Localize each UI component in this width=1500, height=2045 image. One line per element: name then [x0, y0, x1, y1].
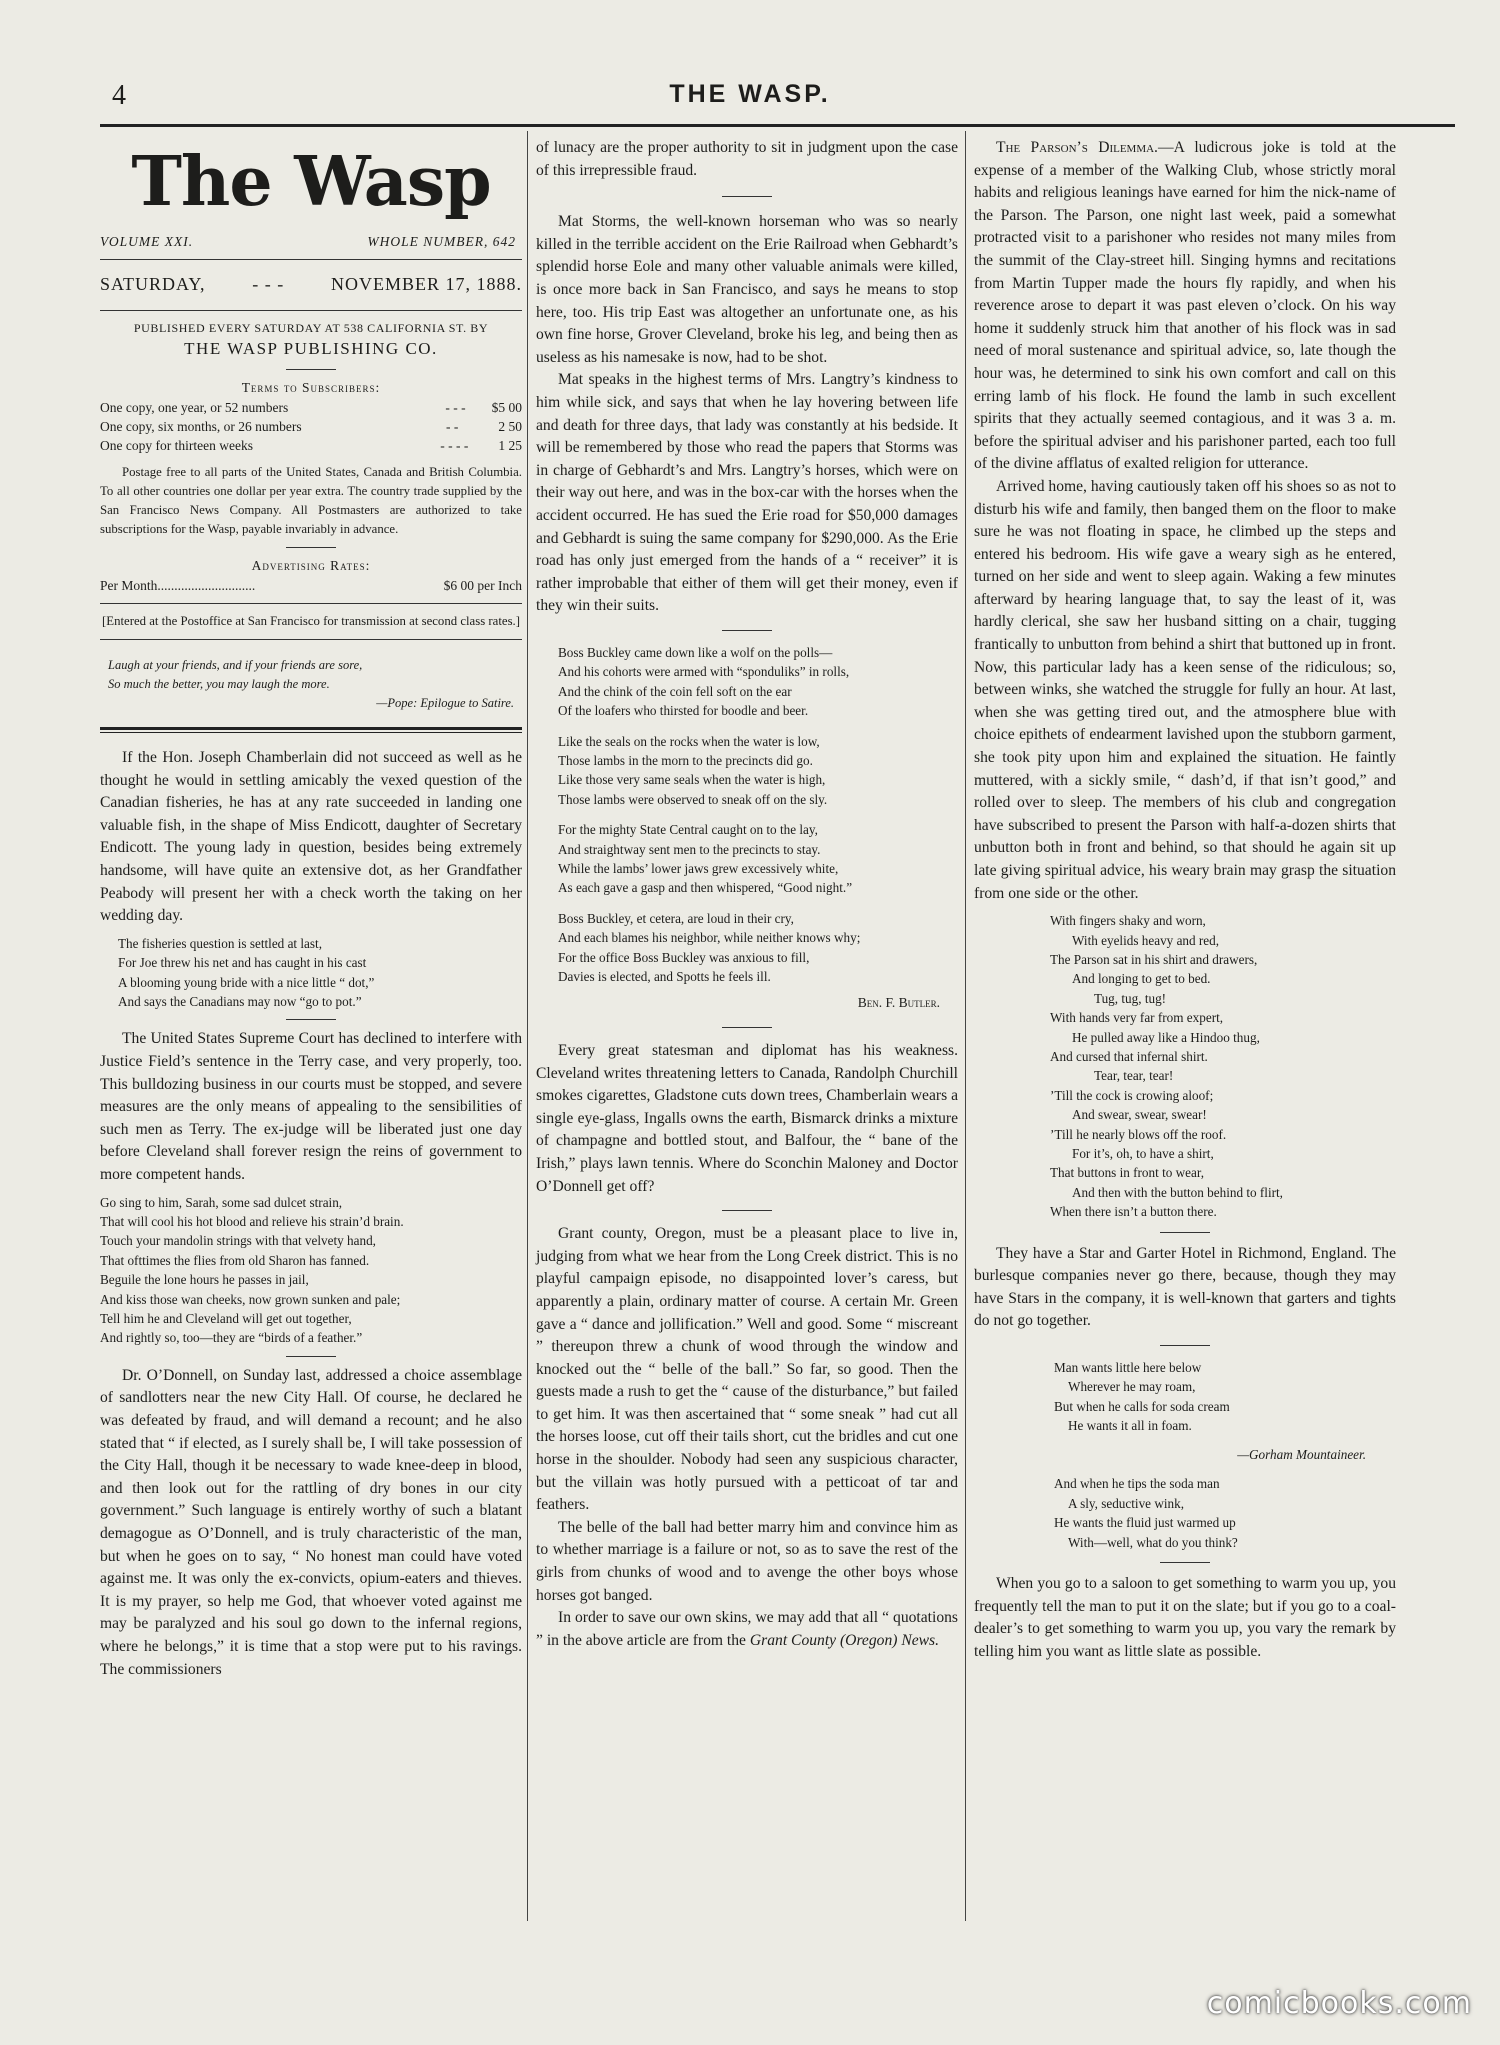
poem-line: With fingers shaky and worn,	[1050, 913, 1206, 929]
article-supreme-court: The United States Supreme Court has declined to interfere with Justice Field’s sentence in the Terry case, and very properly, too. This bulldozing business in our courts must be stopped, and severe measures are the only means of appealing to the sensibilities of such men as Terry. The ex-judge will be liberated just one day before Cleveland shall forever resign the reins of government to more competent hands.	[100, 1030, 522, 1183]
poem-line: And each blames his neighbor, while neither knows why;	[558, 930, 861, 946]
article-parsons-dilemma	[974, 137, 1396, 476]
article-saloon-slate: When you go to a saloon to get something to warm you up, you frequently tell the man to put it on the slate; but if you go to a coal-dealer’s to get something to warm you up, you vary the remark by telling him you want as little slate as possible.	[974, 1574, 1396, 1660]
poem-line: Tear, tear, tear!	[1094, 1068, 1174, 1084]
short-rule	[1160, 1345, 1210, 1346]
poem-line: While the lambs’ lower jaws grew excessively white,	[558, 860, 839, 876]
article-lunacy-cont: of lunacy are the proper authority to sit in judgment upon the case of this irrepressible fraud.	[536, 139, 958, 179]
short-rule	[1160, 1232, 1210, 1233]
poem-line: The Parson sat in his shirt and drawers,	[1050, 952, 1258, 967]
entered-notice: [Entered at the Postoffice at San Francisco for transmission at second class rates.]	[101, 614, 521, 628]
terms-row	[100, 398, 522, 417]
poem-line: Tell him he and Cleveland will get out together,	[100, 1310, 352, 1326]
poem-line: For it’s, oh, to have a shirt,	[1072, 1146, 1214, 1162]
terms-row	[100, 417, 522, 436]
terms-label: One copy, one year, or 52 numbers	[100, 400, 289, 415]
column-1	[100, 137, 522, 1681]
advertising-rate	[100, 576, 522, 595]
postage-note: Postage free to all parts of the United States, Canada and British Columbia. To all other countries one dollar per year extra. The country trade supplied by the San Francisco News Company. All Postmasters are authorized to take subscriptions for the Wasp, payable invariably in advance.	[100, 465, 522, 536]
poem-line: Beguile the lone hours he passes in jail,	[100, 1272, 309, 1288]
volume-line	[100, 233, 522, 251]
article-belle: The belle of the ball had better marry him and convince him as to whether marriage is a failure or not, so as to save the rest of the girls from chunks of wood and to avenge the other boys whose horses got banged.	[536, 1518, 958, 1604]
poem-line: With—well, what do you think?	[1068, 1534, 1238, 1550]
poem-attribution: —Gorham Mountaineer.	[1237, 1446, 1366, 1462]
poem-soda	[974, 1358, 1396, 1436]
poem-line: And when he tips the soda man	[1054, 1476, 1220, 1492]
page-number: 4	[112, 80, 126, 111]
poem-line: That buttons in front to wear,	[1050, 1165, 1205, 1181]
poem-fisheries	[100, 934, 522, 1012]
poem-line: ’Till he nearly blows off the roof.	[1050, 1126, 1227, 1142]
poem-line: Those lambs were observed to sneak off on the sly.	[558, 791, 828, 807]
poem-stanza	[558, 732, 958, 810]
poem-line: He pulled away like a Hindoo thug,	[1072, 1029, 1260, 1045]
poem-line: Touch your mandolin strings with that velvety hand,	[100, 1233, 376, 1249]
terms-dots: - - - -	[440, 438, 469, 453]
short-rule	[722, 1027, 772, 1028]
poem-line: He wants it all in foam.	[1068, 1418, 1192, 1434]
quotations-source: Grant County (Oregon) News.	[749, 1631, 940, 1649]
motto-line: Laugh at your friends, and if your friends are sore,	[108, 658, 363, 672]
poem-line: The fisheries question is settled at last,	[118, 935, 322, 951]
poem-line: And straightway sent men to the precincts to stay.	[558, 841, 821, 857]
column-3	[974, 137, 1396, 1663]
terms-heading: Terms to Subscribers:	[241, 380, 381, 395]
column-divider-2	[965, 131, 966, 1921]
poem-line: Those lambs in the morn to the precincts did go.	[558, 752, 813, 768]
quotations-text: In order to save our own skins, we may add that all “ quotations ” in the above article are from the	[536, 1609, 958, 1649]
heavy-rule	[100, 727, 522, 730]
poem-line: When there isn’t a button there.	[1050, 1204, 1217, 1220]
short-rule	[722, 196, 772, 197]
poem-line: A blooming young bride with a nice little “ dot,”	[118, 974, 375, 990]
short-rule	[722, 630, 772, 631]
poem-line: That will cool his hot blood and relieve his strain’d brain.	[100, 1213, 404, 1229]
motto-line: So much the better, you may laugh the more.	[108, 677, 330, 691]
short-rule	[722, 1210, 772, 1211]
terms-dots: - -	[446, 419, 459, 434]
article-star-garter: They have a Star and Garter Hotel in Richmond, England. The burlesque companies never go there, because, though they may have Stars in the company, it is well-known that garters and tights do not go together.	[974, 1244, 1396, 1330]
poem-line: And rightly so, too—they are “birds of a feather.”	[100, 1330, 363, 1346]
column-divider-1	[527, 131, 528, 1921]
poem-stanza	[558, 820, 958, 898]
date-dashes: - - -	[252, 274, 285, 294]
article-grant-county: Grant county, Oregon, must be a pleasant place to live in, judging from what we hear from the Long Creek district. This is no playful campaign episode, no disappointed lover’s caress, but apparently a plain, ordinary matter of course. A certain Mr. Green gave a “ dance and jollification.” Well and good. Some “ miscreant ” thereupon threw a chunk of wood through the window and knocked out the “ belle of the ball.” So far, so good. Then the guests made a rush to get the “ cause of the disturbance,” but failed to get him. It was then ascertained that “ some sneak ” had cut all the horses loose, cut off their tails short, cut the bridles and cut one horse in the shoulder. Nobody had seen any suspicious character, but the villain was hotly pursued with a petticoat of tar and feathers.	[536, 1225, 958, 1514]
motto-attribution: —Pope: Epilogue to Satire.	[376, 696, 514, 710]
poem-line: A sly, seductive wink,	[1068, 1495, 1184, 1511]
date-line	[100, 268, 522, 302]
masthead-title: The Wasp	[131, 142, 491, 222]
terms-price: 2 50	[498, 419, 522, 434]
terms-label: One copy for thirteen weeks	[100, 438, 253, 453]
poem-line: But when he calls for soda cream	[1054, 1398, 1230, 1414]
terms-price: $5 00	[491, 400, 522, 415]
poem-line: He wants the fluid just warmed up	[1054, 1515, 1236, 1531]
terms-price: 1 25	[498, 438, 522, 453]
poem-boss-buckley	[536, 643, 958, 987]
poem-line: ’Till the cock is crowing aloof;	[1050, 1087, 1214, 1103]
terms-list	[100, 398, 522, 455]
poem-line: And the chink of the coin fell soft on the ear	[558, 683, 792, 699]
poem-line: And then with the button behind to flirt,	[1072, 1184, 1283, 1200]
divider	[100, 259, 522, 260]
poem-line: And longing to get to bed.	[1072, 971, 1211, 987]
advertising-label: Per Month.............................	[100, 578, 256, 593]
poem-line: Tug, tug, tug!	[1094, 990, 1167, 1006]
article-statesmen: Every great statesman and diplomat has his weakness. Cleveland writes threatening letters to Canada, Randolph Churchill smokes cigarettes, Gladstone cuts down trees, Chamberlain wears a single eye-glass, Ingalls owns the earth, Bismarck drinks a mixture of champagne and bottled stout, and Balfour, the “ bane of the Irish,” plays lawn tennis. Where do Sconchin Maloney and Doctor O’Donnell get off?	[536, 1041, 958, 1195]
poem-line: Boss Buckley, et cetera, are loud in their cry,	[558, 910, 794, 926]
short-rule	[286, 547, 336, 548]
article-mat-storms: Mat Storms, the well-known horseman who was so nearly killed in the terrible accident on the Erie Railroad when Gebhardt’s splendid horse Eole and many other valuable animals were killed, is once more back in San Francisco, and says he means to stop here, too. His trip East was altogether an unfortunate one, as his own fine horse, Grover Cleveland, broke his leg, and being then as useless as his namesake is now, had to be shot.	[536, 213, 958, 366]
poem-line: For the office Boss Buckley was anxious to fill,	[558, 949, 810, 965]
poem-line: With hands very far from expert,	[1050, 1010, 1224, 1026]
article-quotations	[536, 1607, 958, 1652]
poem-signature: Ben. F. Butler.	[857, 995, 940, 1011]
article-chamberlain: If the Hon. Joseph Chamberlain did not succeed as well as he thought he would in settling amicably the vexed question of the Canadian fisheries, he has at any rate succeeded in landing one valuable fish, in the shape of Miss Endicott, daughter of Secretary Endicott. The young lady in question, besides being extremely handsome, will have quite an extensive dot, as her Grandfather Peabody will present her with a check worth the taking on her wedding day.	[100, 749, 522, 925]
motto	[100, 648, 522, 721]
poem-line: For the mighty State Central caught on to the lay,	[558, 822, 818, 838]
poem-line: And his cohorts were armed with “sponduliks” in rolls,	[558, 664, 850, 680]
poem-line: As each gave a gasp and then whispered, “Good night.”	[558, 880, 853, 896]
issue-day: SATURDAY,	[100, 274, 206, 294]
poem-line: And says the Canadians may now “go to pot.”	[118, 993, 362, 1009]
volume: VOLUME XXI.	[100, 234, 194, 249]
thin-rule	[100, 732, 522, 733]
poem-line: Davies is elected, and Spotts he feels ill.	[558, 968, 771, 984]
divider	[100, 639, 522, 640]
published-line: PUBLISHED EVERY SATURDAY AT 538 CALIFORNIA ST. BY	[133, 321, 489, 335]
poem-line: For Joe threw his net and has caught in his cast	[118, 955, 367, 971]
poem-line: And kiss those wan cheeks, now grown sunken and pale;	[100, 1291, 401, 1307]
issue-date: NOVEMBER 17, 1888.	[330, 274, 522, 294]
short-rule	[286, 369, 336, 370]
terms-dots: - - -	[445, 400, 466, 415]
poem-shirt	[974, 911, 1396, 1222]
column-2	[536, 137, 958, 1652]
divider	[100, 310, 522, 311]
poem-line: And swear, swear, swear!	[1072, 1107, 1207, 1123]
poem-line: Like those very same seals when the water is high,	[558, 772, 826, 788]
poem-line: Boss Buckley came down like a wolf on the polls—	[558, 644, 833, 660]
poem-line: Like the seals on the rocks when the water is low,	[558, 733, 820, 749]
header-rule	[100, 124, 1455, 127]
running-head: THE WASP.	[669, 80, 831, 108]
advertising-heading: Advertising Rates:	[251, 558, 371, 573]
article-langtry: Mat speaks in the highest terms of Mrs. Langtry’s kindness to him while sick, and says that when he lay hovering between life and death for three days, that lady was constantly at his bedside. It will be remembered by those who read the papers that Storms was in charge of Gebhardt’s and Mrs. Langtry’s horses, which were on their way out here, and was in the box-car with the horses when the accident occurred. He has sued the Erie road for $50,000 damages and Gebhardt is suing the same company for $290,000. As the Erie road has only just emerged from the hands of a “ receiver” it is rather improbable that either of them will get their money, even if they win their suits.	[536, 371, 958, 615]
short-rule	[286, 1356, 336, 1357]
article-title: The Parson’s Dilemma.	[996, 139, 1158, 156]
divider	[100, 603, 522, 604]
poem-line: Wherever he may roam,	[1068, 1379, 1196, 1395]
site-watermark: comicbooks.com	[1206, 1986, 1472, 2021]
poem-line: Go sing to him, Sarah, some sad dulcet strain,	[100, 1194, 343, 1210]
whole-number: WHOLE NUMBER, 642	[367, 234, 516, 249]
terms-row	[100, 436, 522, 455]
poem-line: That ofttimes the flies from old Sharon has fanned.	[100, 1252, 370, 1268]
short-rule	[1160, 1562, 1210, 1563]
short-rule	[286, 1019, 336, 1020]
poem-line: Man wants little here below	[1054, 1360, 1202, 1376]
publisher-name: THE WASP PUBLISHING CO.	[184, 339, 438, 358]
article-body: —A ludicrous joke is told at the expense of a member of the Walking Club, whose strictly moral habits and religious leanings have earned for him the nick-name of the Parson. The Parson, one night last week, paid a somewhat protracted visit to a parishoner who resides not many miles from the summit of the Clay-street hill. Singing hymns and recitations from Martin Tupper made the hours fly rapidly, and when his reverence arose to depart it was past eleven o’clock. On his way home it suddenly struck him that another of his flock was in sad need of moral sustenance and spiritual advice, so, late though the hour was, he determined to sink his own comfort and call on this erring lamb of his flock. He found the lamb in such excellent spirits that they actually seemed contagious, and it was 3 a. m. before the spiritual adviser and his parishoner parted, each too full of the divine afflatus of exalted religion for utterance.	[974, 139, 1397, 473]
advertising-price: $6 00 per Inch	[443, 578, 522, 593]
poem-sarah	[100, 1193, 522, 1348]
poem-stanza	[558, 909, 958, 987]
poem-stanza	[558, 643, 958, 721]
article-arrived-home: Arrived home, having cautiously taken off his shoes so as not to disturb his wife and family, then banged them on the floor to make sure he was not floating in space, he climbed up the steps and entered his bedroom. His wife gave a weary sigh as he entered, turned on her side and went to sleep again. Waking a few minutes afterward by hearing language that, to say the least of it, was hardly clerical, she saw her husband sitting on a chair, tugging frantically to unbutton from behind a shirt that buttoned up in front. Now, this particular lady has a keen sense of the ridiculous; so, between winks, she watched the struggle for fully an hour. At last, when she was getting tired out, and the atmosphere blue with choice epithets of endearment lavished upon the stubborn garment, she took pity upon him and explained the situation. He faintly muttered, with a sickly smile, “ dash’d, if that isn’t good,” and rolled over to sleep. The members of his club and congregation have subscribed to present the Parson with half-a-dozen shirts that unbutton both in front and behind, so that should he again sit up late giving spiritual advice, his weary brain may grasp the situation from one side or the other.	[974, 477, 1396, 902]
poem-line: With eyelids heavy and red,	[1072, 932, 1220, 948]
terms-label: One copy, six months, or 26 numbers	[100, 419, 302, 434]
article-odonnell: Dr. O’Donnell, on Sunday last, addressed a choice assemblage of sandlotters near the new City Hall. Of course, he declared he was defeated by fraud, and will demand a recount; and he also stated that “ if elected, as I surely shall be, I will take possession of the City Hall, though it be necessary to wade knee-deep in blood, and then look out for the rattling of dry bones in our city government.” Such language is entirely worthy of such a blatant demagogue as O’Donnell, and is truly characteristic of the man, but when he goes on to say, “ No honest man could have voted against me. It was only the ex-convicts, opium-eaters and thieves. It is my prayer, so help me God, that whoever voted against me may be paralyzed and his soul go down to the infernal regions, where he belongs,” it is time that a stop were put to his ravings. The commissioners	[100, 1366, 522, 1678]
poem-line: Of the loafers who thirsted for boodle and beer.	[558, 703, 809, 719]
poem-soda-reply	[974, 1474, 1396, 1552]
poem-line: And cursed that infernal shirt.	[1050, 1049, 1208, 1065]
